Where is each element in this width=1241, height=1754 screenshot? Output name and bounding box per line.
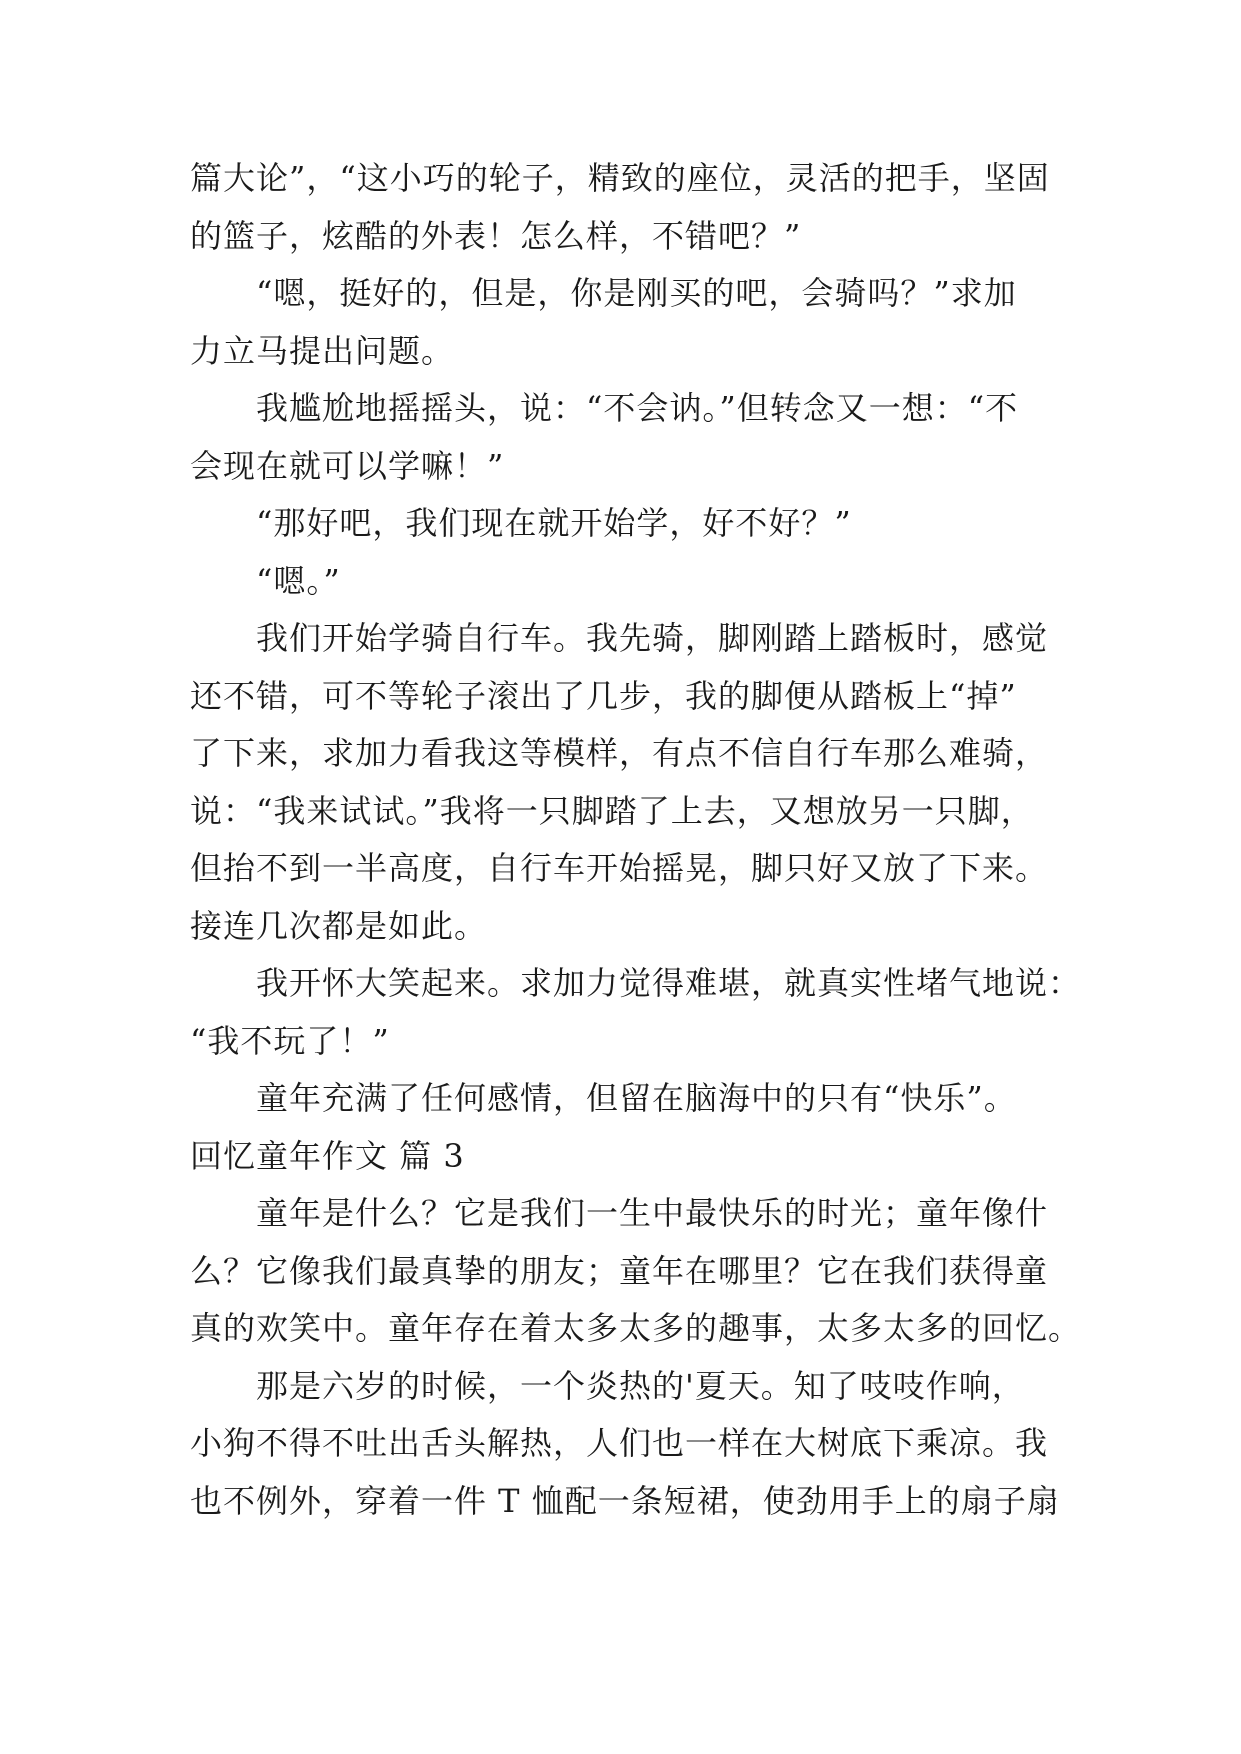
text-line: 说：“我来试试。”我将一只脚踏了上去，又想放另一只脚， — [190, 791, 1034, 830]
text-line: 我们开始学骑自行车。我先骑，脚刚踏上踏板时，感觉 — [256, 619, 1049, 657]
text-line: 回忆童年作文 篇 3 — [190, 1136, 465, 1175]
text-line: 了下来，求加力看我这等模样，有点不信自行车那么难骑， — [190, 734, 1049, 772]
text-line: “我不玩了！” — [190, 1021, 390, 1060]
text-line: 童年是什么？它是我们一生中最快乐的时光；童年像什 — [256, 1194, 1049, 1232]
text-line: 童年充满了任何感情，但留在脑海中的只有“快乐”。 — [256, 1079, 1017, 1117]
text-line: 力立马提出问题。 — [190, 331, 455, 370]
text-line: “那好吧，我们现在就开始学，好不好？” — [256, 504, 852, 542]
text-line: 也不例外，穿着一件 T 恤配一条短裙，使劲用手上的扇子扇 — [190, 1481, 1060, 1520]
text-line: 我开怀大笑起来。求加力觉得难堪，就真实性堵气地说： — [256, 964, 1082, 1002]
text-line: “嗯。” — [256, 561, 341, 600]
text-line: 但抬不到一半高度，自行车开始摇晃，脚只好又放了下来。 — [190, 849, 1049, 887]
text-line: “嗯，挺好的，但是，你是刚买的吧，会骑吗？”求加 — [256, 274, 1017, 312]
text-line: 么？它像我们最真挚的朋友；童年在哪里？它在我们获得童 — [190, 1251, 1049, 1290]
text-line: 接连几次都是如此。 — [190, 906, 488, 945]
text-line: 篇大论”，“这小巧的轮子，精致的座位，灵活的把手，坚固 — [190, 159, 1050, 197]
text-line: 的篮子，炫酷的外表！怎么样，不错吧？” — [190, 216, 802, 255]
text-line: 小狗不得不吐出舌头解热，人们也一样在大树底下乘凉。我 — [190, 1424, 1049, 1462]
text-line: 真的欢笑中。童年存在着太多太多的趣事，太多太多的回忆。 — [190, 1309, 1082, 1347]
text-line: 会现在就可以学嘛！” — [190, 446, 505, 485]
text-line: 那是六岁的时候，一个炎热的'夏天。知了吱吱作响， — [256, 1366, 1025, 1405]
text-line: 还不错，可不等轮子滚出了几步，我的脚便从踏板上“掉” — [190, 676, 1017, 715]
text-line: 我尴尬地摇摇头，说：“不会讷。”但转念又一想：“不 — [256, 389, 1019, 427]
essay-body — [190, 150, 1082, 1530]
